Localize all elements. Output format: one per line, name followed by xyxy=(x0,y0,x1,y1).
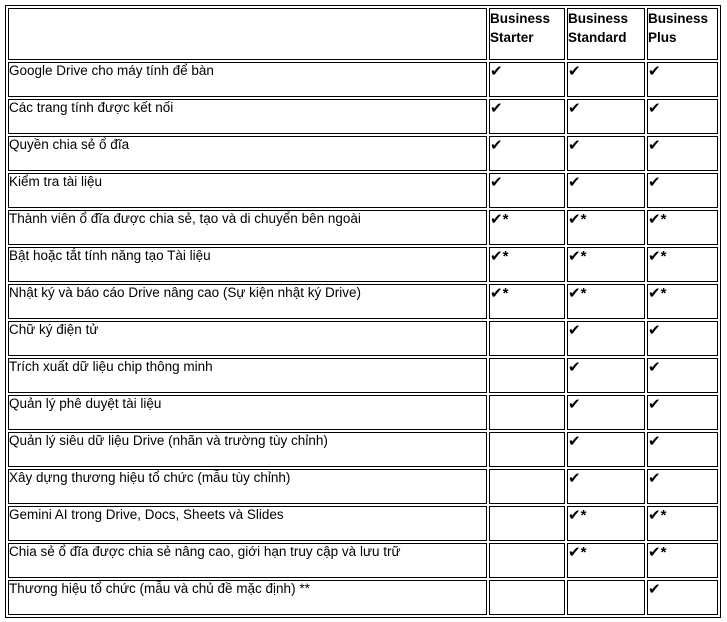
availability-cell-business-starter xyxy=(489,432,565,467)
table-body xyxy=(8,62,718,615)
availability-cell-business-standard: ✔ xyxy=(567,62,645,97)
availability-cell-business-standard xyxy=(567,580,645,615)
availability-cell-business-plus: ✔ xyxy=(647,580,718,615)
table-row xyxy=(8,321,718,356)
table-row xyxy=(8,432,718,467)
availability-cell-business-starter: ✔ xyxy=(489,62,565,97)
availability-cell-business-standard: ✔ xyxy=(567,395,645,430)
table-row xyxy=(8,173,718,208)
availability-cell-business-starter: ✔ xyxy=(489,136,565,171)
feature-label: Google Drive cho máy tính để bàn xyxy=(8,62,487,97)
feature-label: Kiểm tra tài liệu xyxy=(8,173,487,208)
availability-cell-business-starter xyxy=(489,395,565,430)
availability-cell-business-standard: ✔* xyxy=(567,543,645,578)
availability-cell-business-starter xyxy=(489,469,565,504)
feature-label: Quản lý siêu dữ liệu Drive (nhãn và trường tùy chỉnh) xyxy=(8,432,487,467)
table-row xyxy=(8,469,718,504)
availability-cell-business-standard: ✔* xyxy=(567,284,645,319)
availability-cell-business-standard: ✔* xyxy=(567,247,645,282)
plan-header-business-plus: Business Plus xyxy=(647,8,718,60)
table-row xyxy=(8,136,718,171)
availability-cell-business-plus: ✔* xyxy=(647,247,718,282)
table-row xyxy=(8,506,718,541)
availability-cell-business-standard: ✔ xyxy=(567,432,645,467)
availability-cell-business-plus: ✔ xyxy=(647,321,718,356)
feature-label: Bật hoặc tắt tính năng tạo Tài liệu xyxy=(8,247,487,282)
availability-cell-business-standard: ✔ xyxy=(567,99,645,134)
plan-header-business-starter: Business Starter xyxy=(489,8,565,60)
feature-comparison-table xyxy=(5,5,721,618)
availability-cell-business-standard: ✔ xyxy=(567,321,645,356)
availability-cell-business-starter xyxy=(489,321,565,356)
availability-cell-business-standard: ✔ xyxy=(567,136,645,171)
availability-cell-business-plus: ✔ xyxy=(647,62,718,97)
availability-cell-business-plus: ✔* xyxy=(647,284,718,319)
feature-label: Thành viên ổ đĩa được chia sẻ, tạo và di chuyển bên ngoài xyxy=(8,210,487,245)
availability-cell-business-standard: ✔ xyxy=(567,173,645,208)
table-row xyxy=(8,62,718,97)
table-row xyxy=(8,210,718,245)
table-header-row xyxy=(8,8,718,60)
availability-cell-business-plus: ✔* xyxy=(647,543,718,578)
availability-cell-business-plus: ✔ xyxy=(647,99,718,134)
availability-cell-business-standard: ✔* xyxy=(567,506,645,541)
availability-cell-business-plus: ✔ xyxy=(647,358,718,393)
feature-label: Chia sẻ ổ đĩa được chia sẻ nâng cao, giới hạn truy cập và lưu trữ xyxy=(8,543,487,578)
feature-label: Các trang tính được kết nối xyxy=(8,99,487,134)
header-corner-cell xyxy=(8,8,487,60)
table-row xyxy=(8,543,718,578)
availability-cell-business-plus: ✔ xyxy=(647,173,718,208)
availability-cell-business-starter: ✔* xyxy=(489,247,565,282)
table-row xyxy=(8,580,718,615)
availability-cell-business-plus: ✔* xyxy=(647,210,718,245)
table-row xyxy=(8,99,718,134)
comparison-table-wrapper xyxy=(5,5,721,618)
table-row xyxy=(8,395,718,430)
feature-label: Gemini AI trong Drive, Docs, Sheets và Slides xyxy=(8,506,487,541)
availability-cell-business-standard: ✔ xyxy=(567,358,645,393)
table-row xyxy=(8,284,718,319)
availability-cell-business-starter xyxy=(489,580,565,615)
feature-label: Quản lý phê duyệt tài liệu xyxy=(8,395,487,430)
availability-cell-business-starter: ✔ xyxy=(489,173,565,208)
availability-cell-business-standard: ✔* xyxy=(567,210,645,245)
availability-cell-business-standard: ✔ xyxy=(567,469,645,504)
availability-cell-business-plus: ✔ xyxy=(647,395,718,430)
availability-cell-business-starter xyxy=(489,506,565,541)
availability-cell-business-starter xyxy=(489,358,565,393)
feature-label: Trích xuất dữ liệu chip thông minh xyxy=(8,358,487,393)
availability-cell-business-starter: ✔* xyxy=(489,210,565,245)
feature-label: Quyền chia sẻ ổ đĩa xyxy=(8,136,487,171)
feature-label: Xây dựng thương hiệu tổ chức (mẫu tùy chỉnh) xyxy=(8,469,487,504)
availability-cell-business-plus: ✔ xyxy=(647,469,718,504)
availability-cell-business-starter: ✔* xyxy=(489,284,565,319)
table-row xyxy=(8,358,718,393)
table-row xyxy=(8,247,718,282)
availability-cell-business-plus: ✔ xyxy=(647,432,718,467)
availability-cell-business-starter xyxy=(489,543,565,578)
feature-label: Nhật ký và báo cáo Drive nâng cao (Sự kiện nhật ký Drive) xyxy=(8,284,487,319)
availability-cell-business-plus: ✔* xyxy=(647,506,718,541)
feature-label: Thương hiệu tổ chức (mẫu và chủ đề mặc định) ** xyxy=(8,580,487,615)
availability-cell-business-plus: ✔ xyxy=(647,136,718,171)
plan-header-business-standard: Business Standard xyxy=(567,8,645,60)
availability-cell-business-starter: ✔ xyxy=(489,99,565,134)
feature-label: Chữ ký điện tử xyxy=(8,321,487,356)
